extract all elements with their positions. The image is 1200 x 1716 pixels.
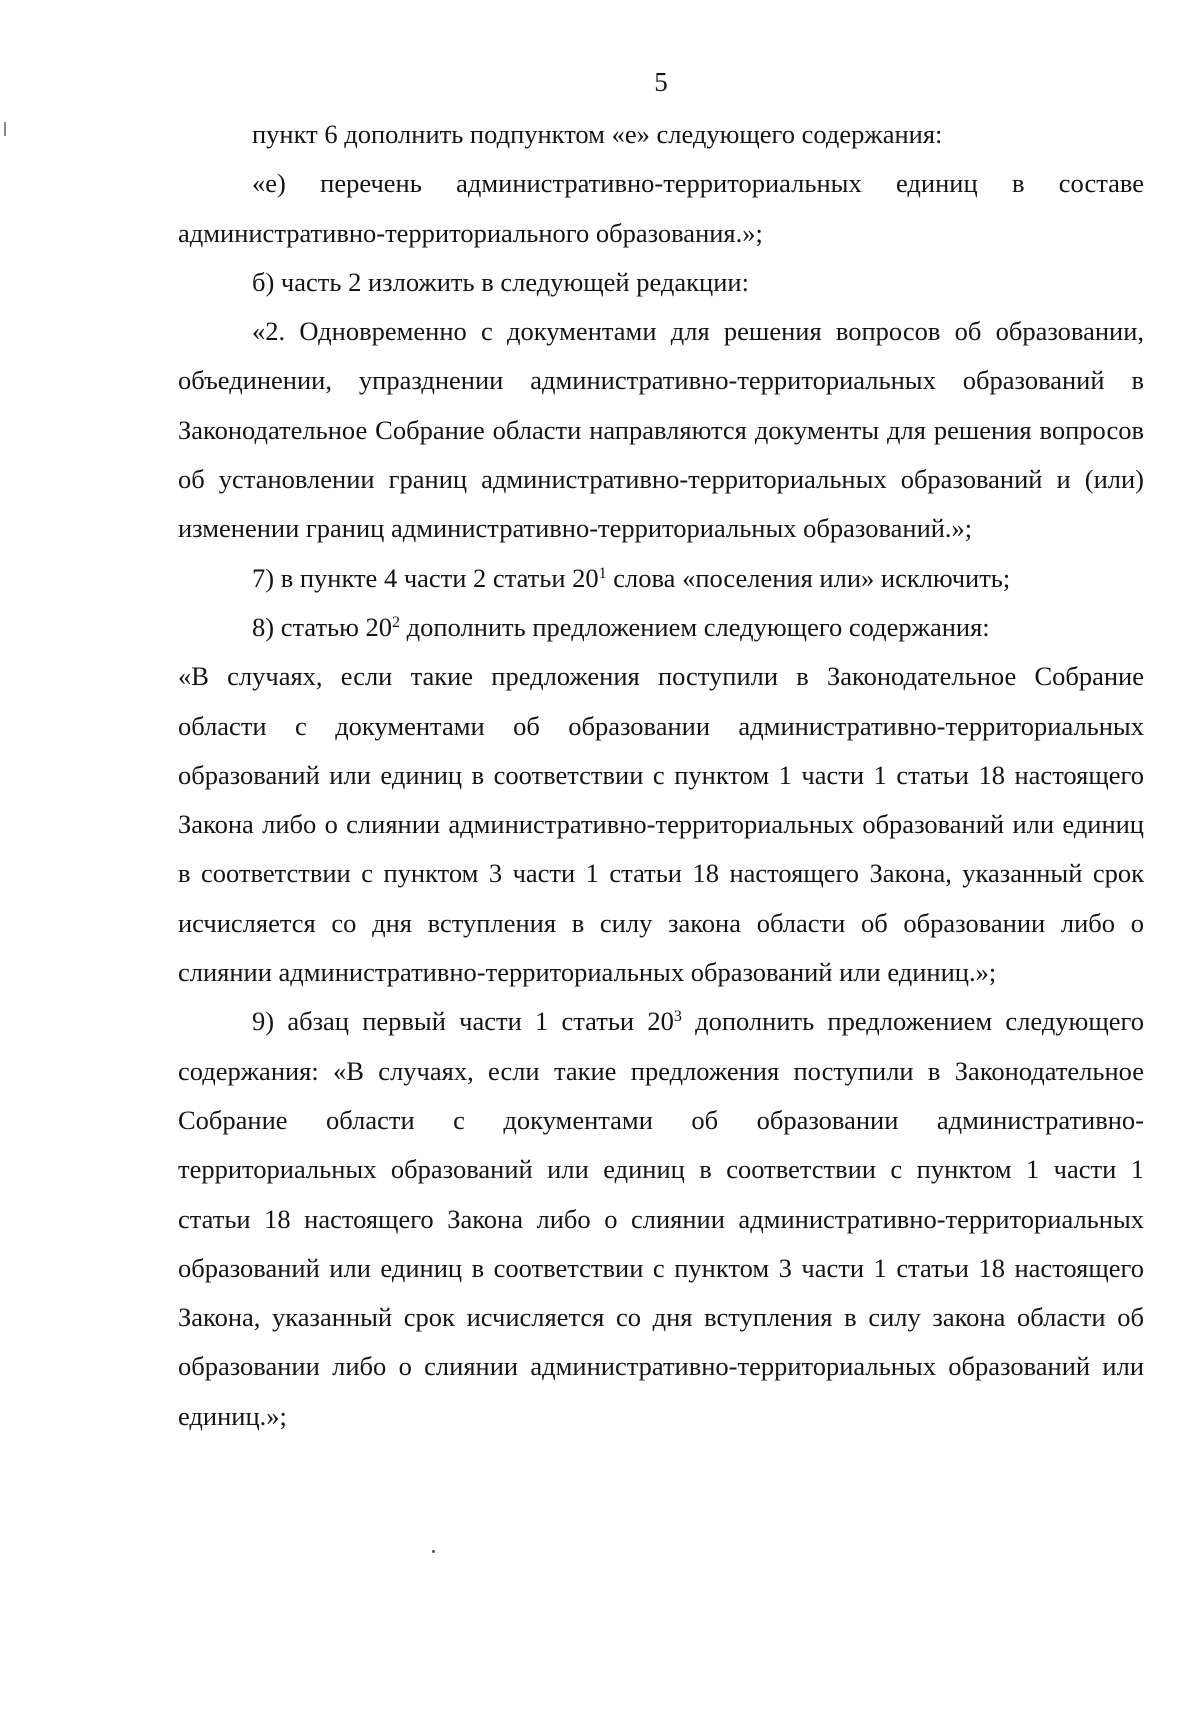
item-9-superscript: 3 bbox=[673, 1008, 682, 1026]
scan-speck bbox=[432, 1550, 435, 1553]
paragraph-part-2-instruction: б) часть 2 изложить в следующей редакции: bbox=[252, 266, 749, 297]
item-7-text-before: 7) в пункте 4 части 2 статьи 20 bbox=[252, 562, 599, 593]
paragraph-subpoint-e-text: «е) перечень административно-территориальных единиц в составе административно-территориального образования.»; bbox=[178, 168, 1144, 248]
paragraph-item-9 bbox=[178, 997, 1144, 1441]
item-7-superscript: 1 bbox=[598, 564, 607, 582]
paragraph-part-2-new-text: «2. Одновременно с документами для решения вопросов об образовании, объединении, упразднении административно-территориальных образований в Законодательное Собрание области направляются документы для решения вопросов об установлении границ административно-территориальных образований и (или) изменении границ административно-территориальных образований.»; bbox=[178, 316, 1144, 544]
paragraph-item-8-quote: «В случаях, если такие предложения поступили в Законодательное Собрание области с документами об образовании административно-территориальных образований или единиц в соответствии с пунктом 1 части 1 статьи 18 настоящего Закона либо о слиянии административно-территориальных образований или единиц в соответствии с пунктом 3 части 1 статьи 18 настоящего Закона, указанный срок исчисляется со дня вступления в силу закона области об образовании либо о слиянии административно-территориальных образований или единиц.»; bbox=[178, 661, 1144, 988]
item-8-text-after: дополнить предложением следующего содержания: bbox=[400, 611, 990, 642]
scan-edge-mark bbox=[4, 122, 6, 136]
item-9-text-after: дополнить предложением следующего содержания: «В случаях, если такие предложения поступили в Законодательное Собрание области с документами об образовании административно-территориальных образований или единиц в соответствии с пунктом 1 части 1 статьи 18 настоящего Закона либо о слиянии административно-территориальных образований или единиц в соответствии с пунктом 3 части 1 статьи 18 настоящего Закона, указанный срок исчисляется со дня вступления в силу закона области об образовании либо о слиянии административно-территориальных образований или единиц.»; bbox=[178, 1006, 1144, 1431]
paragraph-item-8 bbox=[178, 603, 1144, 652]
page-number: 5 bbox=[654, 67, 668, 97]
document-body bbox=[178, 110, 1144, 1441]
item-8-superscript: 2 bbox=[392, 614, 401, 632]
paragraph-item-7 bbox=[178, 554, 1144, 603]
item-9-text-before: 9) абзац первый части 1 статьи 20 bbox=[252, 1006, 674, 1037]
item-7-text-after: слова «поселения или» исключить; bbox=[606, 562, 1011, 593]
item-8-text-before: 8) статью 20 bbox=[252, 611, 393, 642]
paragraph-point-6-addition: пункт 6 дополнить подпунктом «е» следующего содержания: bbox=[252, 119, 943, 149]
